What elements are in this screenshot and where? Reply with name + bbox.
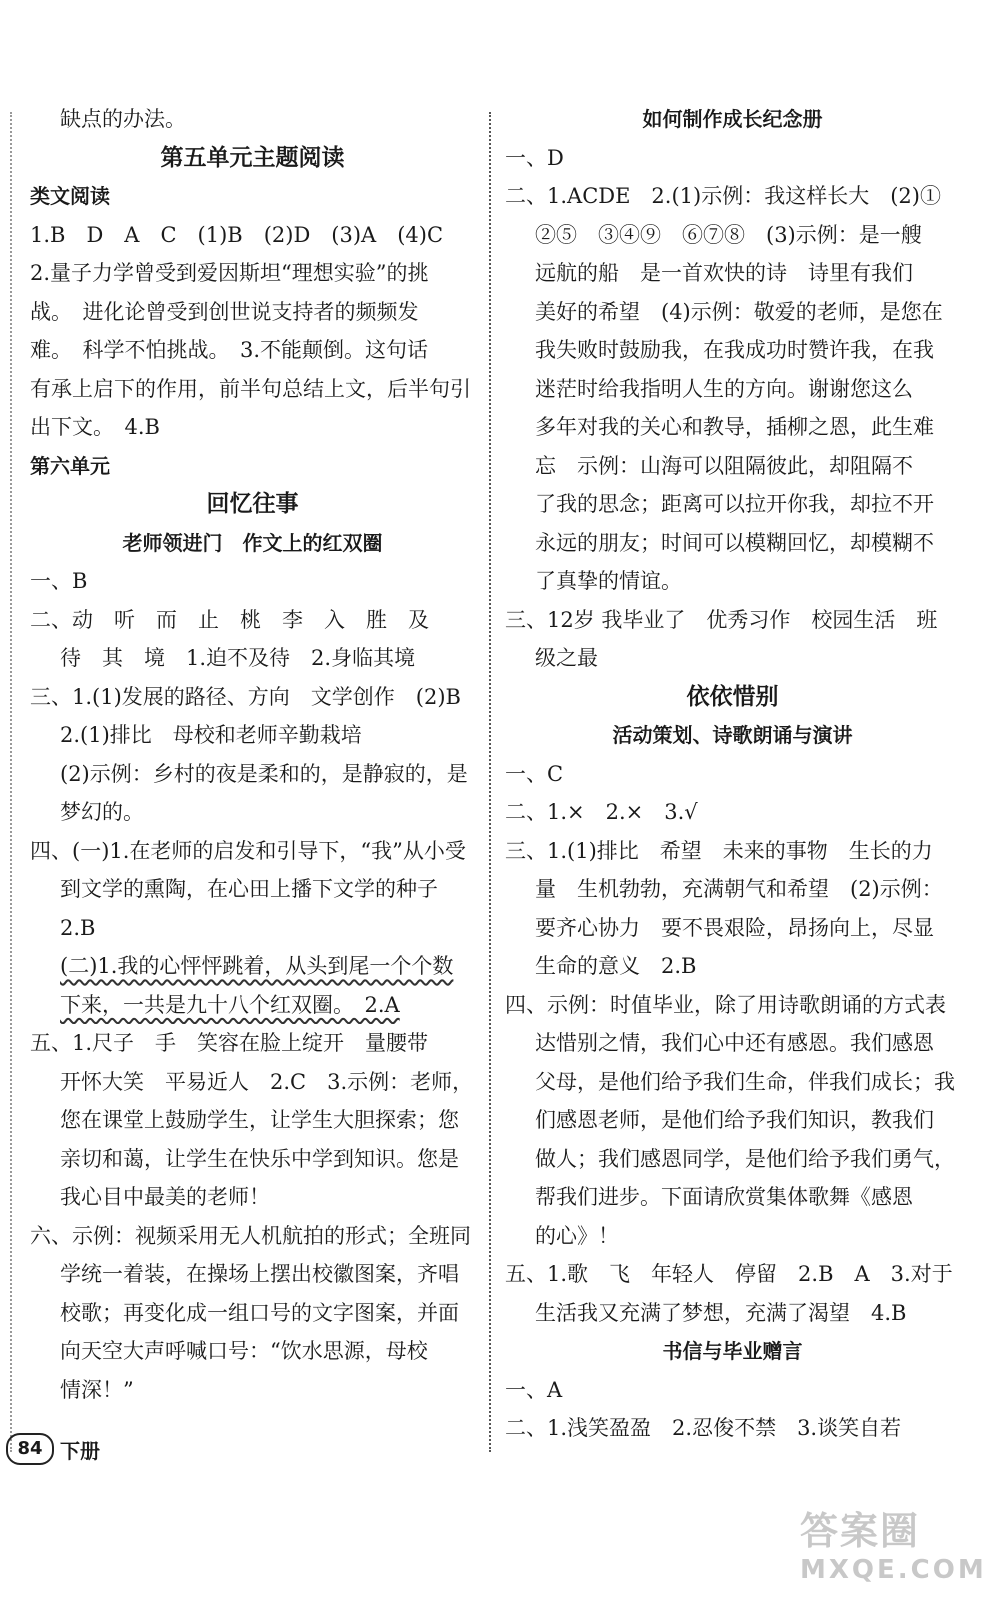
section-heading: 依依惜别	[686, 683, 779, 710]
underlined-text-line: (二)1.我的心怦怦跳着，从头到尾一个个数	[60, 954, 454, 978]
text-line: 永远的朋友；时间可以模糊回忆，却模糊不	[535, 530, 934, 555]
text-line: 忘 示例：山海可以阻隔彼此，却阻隔不	[535, 453, 913, 478]
text-line: 三、1.(1)发展的路径、方向 文学创作 (2)B	[30, 684, 461, 709]
text-line: 学统一着装，在操场上摆出校徽图案，齐唱	[60, 1262, 459, 1286]
text-line: 帮我们进步。下面请欣赏集体歌舞《感恩	[535, 1185, 913, 1209]
column-divider	[489, 112, 491, 1452]
subsection-heading: 书信与毕业赠言	[662, 1339, 803, 1363]
text-line: 们感恩老师，是他们给予我们知识，教我们	[535, 1108, 934, 1132]
text-line: 一、B	[30, 569, 88, 593]
text-line: 我失败时鼓励我，在我成功时赞许我，在我	[535, 338, 934, 362]
text-line: 2.B	[60, 915, 96, 940]
text-line: 战。 进化论曾受到创世说支持者的频频发	[30, 299, 419, 324]
page-footer	[6, 1433, 100, 1465]
watermark-logo	[800, 1500, 987, 1590]
text-line: 生命的意义 2.B	[535, 954, 697, 978]
text-line: 一、D	[505, 145, 564, 170]
text-line: 做人；我们感恩同学，是他们给予我们勇气，	[535, 1146, 955, 1171]
text-line: 六、示例：视频采用无人机航拍的形式；全班同	[30, 1223, 471, 1248]
text-line: 待 其 境 1.迫不及待 2.身临其境	[60, 646, 416, 670]
volume-label: 下册	[60, 1438, 100, 1463]
text-line: 的心》！	[535, 1223, 619, 1248]
watermark-domain: MXQE.COM	[800, 1555, 987, 1585]
text-line: 到文学的熏陶，在心田上播下文学的种子	[60, 877, 438, 901]
text-line: 二、1.浅笑盈盈 2.忍俊不禁 3.谈笑自若	[505, 1416, 902, 1440]
text-line: 生活我又充满了梦想，充满了渴望 4.B	[535, 1300, 907, 1325]
text-line: 迷茫时给我指明人生的方向。谢谢您这么	[535, 376, 913, 401]
subsection-heading: 如何制作成长纪念册	[642, 107, 823, 131]
text-line: 开怀大笑 平易近人 2.C 3.示例：老师，	[60, 1069, 474, 1094]
text-line: 了我的思念；距离可以拉开你我，却拉不开	[535, 492, 934, 516]
text-line: 远航的船 是一首欢快的诗 诗里有我们	[535, 261, 913, 285]
text-line: 一、A	[505, 1377, 563, 1402]
text-line: 了真挚的情谊。	[535, 569, 682, 593]
text-line: 二、1.× 2.× 3.√	[505, 800, 698, 824]
left-column	[30, 100, 475, 1409]
text-line: 级之最	[535, 646, 598, 670]
text-line: 出下文。 4.B	[30, 415, 160, 439]
text-line: 一、C	[505, 761, 564, 786]
text-line: 有承上启下的作用，前半句总结上文，后半句引	[30, 376, 471, 401]
section-heading: 第五单元主题阅读	[160, 144, 345, 171]
text-line: 四、示例：时值毕业，除了用诗歌朗诵的方式表	[505, 992, 946, 1017]
page-number-badge: 84	[6, 1433, 54, 1465]
text-line: 情深！”	[60, 1377, 134, 1402]
text-line: 1.B D A C (1)B (2)D (3)A (4)C	[30, 222, 444, 247]
subsection-heading: 老师领进门 作文上的红双圈	[122, 530, 383, 555]
unit-heading: 第六单元	[30, 453, 110, 478]
text-line: ②⑤ ③④⑨ ⑥⑦⑧ (3)示例：是一艘	[535, 222, 922, 247]
text-line: 二、1.ACDE 2.(1)示例：我这样长大 (2)①	[505, 184, 941, 208]
subsection-heading: 活动策划、诗歌朗诵与演讲	[612, 723, 853, 747]
text-line: 父母，是他们给予我们生命，伴我们成长；我	[535, 1069, 955, 1094]
text-line: 三、12岁 我毕业了 优秀习作 校园生活 班	[505, 607, 938, 632]
text-line: 二、动 听 而 止 桃 李 入 胜 及	[30, 607, 429, 632]
text-line: 缺点的办法。	[60, 107, 186, 131]
text-line: 我心目中最美的老师！	[60, 1185, 270, 1209]
text-line: 三、1.(1)排比 希望 未来的事物 生长的力	[505, 838, 933, 863]
text-line: 五、1.尺子 手 笑容在脸上绽开 量腰带	[30, 1031, 429, 1055]
text-line: 要齐心协力 要不畏艰险，昂扬向上，尽显	[535, 915, 934, 940]
section-heading: 回忆往事	[206, 491, 299, 517]
text-line: 难。 科学不怕挑战。 3.不能颠倒。这句话	[30, 338, 429, 362]
text-line: 校歌；再变化成一组口号的文字图案，并面	[60, 1300, 459, 1325]
text-line: 五、1.歌 飞 年轻人 停留 2.B A 3.对于	[505, 1262, 953, 1286]
text-line: 美好的希望 (4)示例：敬爱的老师，是您在	[535, 299, 943, 324]
text-line: 您在课堂上鼓励学生，让学生大胆探索；您	[60, 1108, 459, 1132]
text-line: 2.量子力学曾受到爱因斯坦“理想实验”的挑	[30, 261, 429, 285]
right-column	[505, 100, 960, 1448]
text-line: 多年对我的关心和教导，插柳之恩，此生难	[535, 415, 934, 439]
text-line: 四、(一)1.在老师的启发和引导下，“我”从小受	[30, 838, 466, 863]
text-line: 量 生机勃勃，充满朝气和希望 (2)示例：	[535, 877, 943, 901]
underlined-text-line: 下来，一共是九十八个红双圈。 2.A	[60, 992, 400, 1017]
subsection-heading: 类文阅读	[30, 184, 110, 208]
page-edge-dots	[10, 112, 12, 1452]
text-line: (2)示例：乡村的夜是柔和的，是静寂的，是	[60, 761, 468, 786]
watermark-title: 答案圈	[800, 1509, 921, 1553]
text-line: 2.(1)排比 母校和老师辛勤栽培	[60, 723, 362, 747]
text-line: 亲切和蔼，让学生在快乐中学到知识。您是	[60, 1146, 459, 1171]
text-line: 达惜别之情，我们心中还有感恩。我们感恩	[535, 1031, 934, 1055]
text-line: 梦幻的。	[60, 800, 144, 824]
text-line: 向天空大声呼喊口号：“饮水思源，母校	[60, 1339, 428, 1363]
